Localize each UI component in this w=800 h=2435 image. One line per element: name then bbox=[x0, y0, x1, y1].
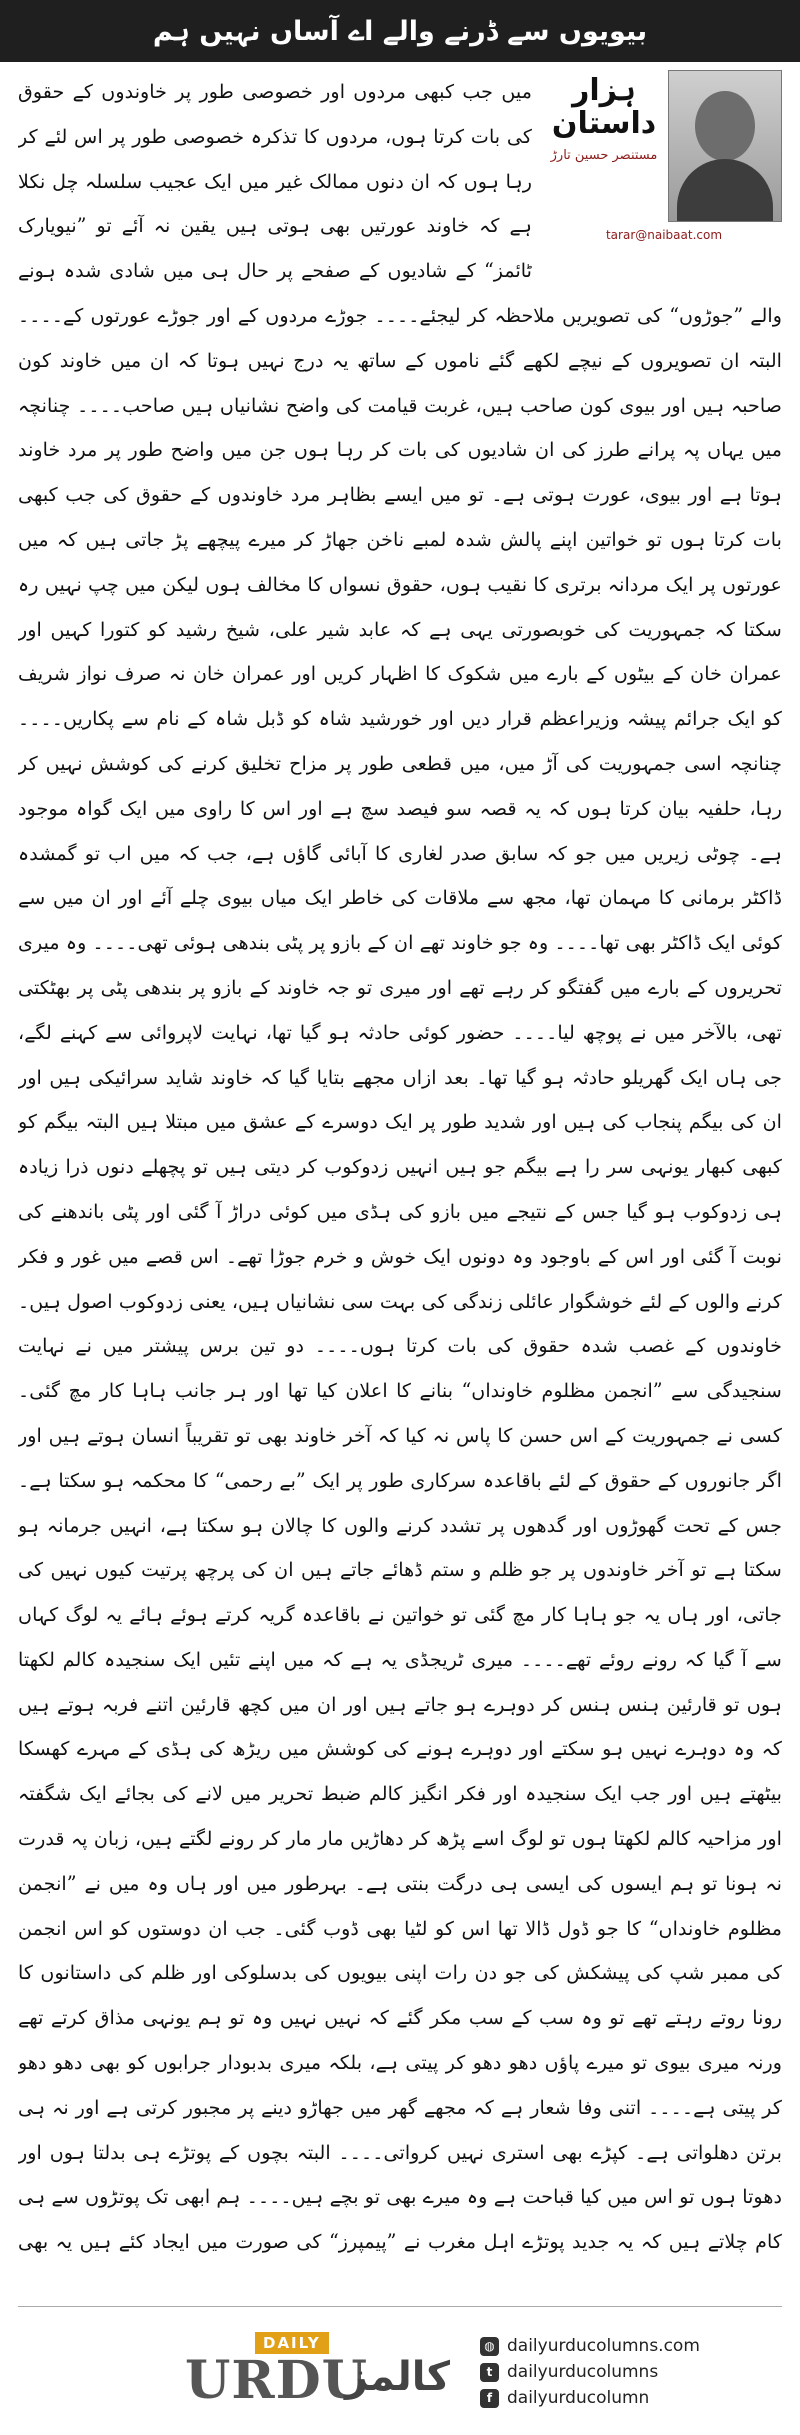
column-title: بیویوں سے ڈرنے والے اے آساں نہیں ہم bbox=[152, 15, 648, 47]
author-name: مستنصر حسین تارڑ bbox=[550, 148, 658, 163]
footer bbox=[0, 2300, 800, 2435]
website-link[interactable] bbox=[480, 2334, 780, 2358]
twitter-link[interactable] bbox=[480, 2360, 780, 2384]
logo-columns-text: کالمز bbox=[345, 2354, 450, 2400]
author-photo bbox=[668, 70, 782, 222]
site-logo[interactable] bbox=[185, 2332, 465, 2410]
footer-divider bbox=[18, 2306, 782, 2307]
social-links bbox=[480, 2334, 780, 2412]
logo-urdu-text: URDU bbox=[185, 2350, 369, 2411]
facebook-icon: f bbox=[480, 2389, 499, 2408]
twitter-icon: t bbox=[480, 2363, 499, 2382]
photo-head-shape bbox=[695, 91, 755, 161]
photo-body-shape bbox=[677, 159, 773, 222]
title-bar bbox=[0, 0, 800, 62]
article bbox=[18, 70, 782, 2270]
logo-daily-badge: DAILY bbox=[255, 2332, 329, 2354]
facebook-link[interactable] bbox=[480, 2386, 780, 2410]
byline-text bbox=[546, 70, 668, 163]
twitter-link-text: dailyurducolumns bbox=[507, 2362, 659, 2382]
byline-box bbox=[546, 70, 782, 242]
website-link-text: dailyurducolumns.com bbox=[507, 2336, 700, 2356]
globe-icon: ◍ bbox=[480, 2337, 499, 2356]
facebook-link-text: dailyurducolumn bbox=[507, 2388, 650, 2408]
paragraph: میں جب کبھی مردوں اور خصوصی طور پر خاوندوں کے حقوق کی بات کرتا ہوں، مردوں کا تذکرہ خصوصی طور پر اس لئے کر رہا ہوں کہ ان دنوں ممالک غیر میں ایک عجیب سلسلہ چل نکلا ہے کہ خاوند عورتیں بھی ہوتی ہیں یقین نہ آئے تو ”نیویارک ٹائمز“ کے شادیوں کے صفحے پر حال ہی میں شادی شدہ ہونے والے ”جوڑوں“ کی تصویریں ملاحظہ کر لیجئے۔۔۔۔ جوڑے مردوں کے اور جوڑے عورتوں کے۔۔۔۔ البتہ ان تصویروں کے نیچے لکھے گئے ناموں کے ساتھ یہ درج نہیں ہوتا کہ ان میں خاوند کون صاحبہ ہیں اور بیوی کون صاحب ہیں، غربت قیامت کی واضح نشانیاں ہیں صاحب۔۔۔۔ چنانچہ میں یہاں پہ پرانے طرز کی ان شادیوں کی بات کر رہا ہوں جن میں واضح طور پر مرد خاوند ہوتا ہے اور بیوی، عورت ہوتی ہے۔ تو میں ایسے بظاہر مرد خاوندوں کے حقوق کی جب کبھی بات کرتا ہوں تو خواتین اپنے پالش شدہ لمبے ناخن جھاڑ کر میرے پیچھے پڑ جاتی ہیں کہ میں عورتوں پر ایک مردانہ برتری کا نقیب ہوں، حقوق نسواں کا مخالف ہوں لیکن میں چپ نہیں رہ سکتا کہ جمہوریت کی خوبصورتی یہی ہے کہ عابد شیر علی، شیخ رشید کو کتورا کہیں اور عمران خان کے بیٹوں کے بارے میں شکوک کا اظہار کریں اور عمران خان نہ صرف نواز شریف کو ایک جرائم پیشہ وزیراعظم قرار دیں اور خورشید شاہ کو ڈبل شاہ کے نام سے پکاریں۔۔۔۔ چنانچہ اسی جمہوریت کی آڑ میں، میں قطعی طور پر مزاح تخلیق کرنے کی کوشش نہیں کر رہا، حلفیہ بیان کرتا ہوں کہ یہ قصہ سو فیصد سچ ہے اور اس کا راوی میں ایک گواہ موجود ہے۔ چوٹی زیریں میں جو کہ سابق صدر لغاری کا آبائی گاؤں ہے، جب کہ میں اب تو گمشدہ ڈاکٹر برمانی کا مہمان تھا، مجھ سے ملاقات کی خاطر ایک میاں بیوی چلے آئے اور ان میں سے کوئی ایک ڈاکٹر بھی تھا۔۔۔۔ وہ جو خاوند تھے ان کے بازو پر پٹی بندھی ہوئی تھی۔۔۔۔ وہ میری تحریروں کے بارے میں گفتگو کر رہے تھے اور میری تو جہ خاوند کے بازو پر بندھی پٹی پر بھٹکتی تھی، بالآخر میں نے پوچھ لیا۔۔۔۔ حضور کوئی حادثہ ہو گیا تھا، نہایت لاپروائی سے کہنے لگے، جی ہاں ایک گھریلو حادثہ ہو گیا تھا۔ بعد ازاں مجھے بتایا گیا کہ خاوند شاید سرائیکی ہیں اور ان کی بیگم پنجاب کی ہیں اور شدید طور پر ایک دوسرے کے عشق میں مبتلا ہیں البتہ بیگم کو کبھی کبھار یونہی سر را ہے بیگم جو ہیں انہیں زدوکوب کر دیتی ہیں تو پچھلے دنوں ذرا زیادہ ہی زدوکوب ہو گیا جس کے نتیجے میں بازو کی ہڈی میں کوئی دراڑ آ گئی اور پٹی باندھنے کی نوبت آ گئی اور اس کے باوجود وہ دونوں ایک خوش و خرم جوڑا تھے۔ اس قصے میں غور و فکر کرنے والوں کے لئے خوشگوار عائلی زندگی کی بہت سی نشانیاں ہیں، یعنی زدوکوب اصول ہیں۔ خاوندوں کے غصب شدہ حقوق کی بات کرتا ہوں۔۔۔۔ دو تین برس پیشتر میں نے نہایت سنجیدگی سے ”انجمن مظلوم خاونداں“ بنانے کا اعلان کیا تھا اور ہر جانب ہاہا کار مچ گئی۔ کسی نے جمہوریت کے اس حسن کا پاس نہ کیا کہ آخر خاوند بھی تو تقریباً انسان ہوتے ہیں اور اگر جانوروں کے حقوق کے لئے باقاعدہ سرکاری طور پر ایک ”بے رحمی“ کا محکمہ ہو سکتا ہے۔ جس کے تحت گھوڑوں اور گدھوں پر تشدد کرنے والوں کا چالان ہو سکتا ہے، انہیں جرمانہ ہو سکتا ہے تو آخر خاوندوں پر جو ظلم و ستم ڈھائے جاتے ہیں ان کی پرچھ پرتیت کیوں نہیں کی جاتی، اور ہاں یہ جو ہاہا کار مچ گئی تو خواتین نے باقاعدہ گریہ کرتے ہوئے ہائے یہ لوگ کہاں سے آ گیا کہ رونے روئے تھے۔۔۔۔ میری ٹریجڈی یہ ہے کہ میں اپنے تئیں ایک سنجیدہ کالم لکھتا ہوں تو قارئین ہنس ہنس کر دوہرے ہو جاتے ہیں اور ان میں کچھ قارئین اتنے فربہ ہوتے ہیں کہ وہ دوہرے نہیں ہو سکتے اور دوہرے ہونے کی کوشش میں ریڑھ کی ہڈی کے مہرے کھسکا بیٹھتے ہیں اور جب ایک سنجیدہ اور فکر انگیز کالم ضبط تحریر میں لانے کی بجائے ایک شگفتہ اور مزاحیہ کالم لکھتا ہوں تو لوگ اسے پڑھ کر دھاڑیں مار مار کر رونے لگتے ہیں، زبان پہ قدرت نہ ہونا تو ہم ایسوں کی ایسی ہی درگت بنتی ہے۔ بہرطور میں اور ہاں وہ میں نے ”انجمن مظلوم خاونداں“ کا جو ڈول ڈالا تھا اس کو لٹیا بھی ڈوب گئی۔ جب ان دوستوں کو اس انجمن کی ممبر شپ کی پیشکش کی جو دن رات اپنی بیویوں کی بدسلوکی اور ظلم کی داستانوں کا رونا روتے رہتے تھے تو وہ سب کے سب مکر گئے کہ نہیں نہیں وہ تو ہم یونہی مذاق کرتے تھے ورنہ میری بیوی تو میرے پاؤں دھو دھو کر پیتی ہے، بلکہ میری بدبودار جرابوں کو بھی دھو دھو کر پیتی ہے۔۔۔۔ اتنی وفا شعار ہے کہ مجھے گھر میں جھاڑو دینے پر مجبور کرتی ہے اور نہ ہی برتن دھلواتی ہے۔ کپڑے بھی استری نہیں کرواتی۔۔۔۔ البتہ بچوں کے پوتڑے ہی بدلتا ہوں اور دھوتا ہوں تو اس میں کیا قباحت ہے وہ میرے بھی تو بچے ہیں۔۔۔۔ ہم ابھی تک پوتڑوں سے ہی کام چلاتے ہیں کہ یہ جدید پوتڑے اہل مغرب نے ”پیمپرز“ کی صورت میں ایجاد کئے ہیں یہ بھی bbox=[18, 80, 782, 2254]
article-body bbox=[18, 70, 782, 2270]
author-email[interactable]: tarar@naibaat.com bbox=[605, 228, 723, 242]
column-name: ہزار داستان bbox=[551, 73, 657, 141]
